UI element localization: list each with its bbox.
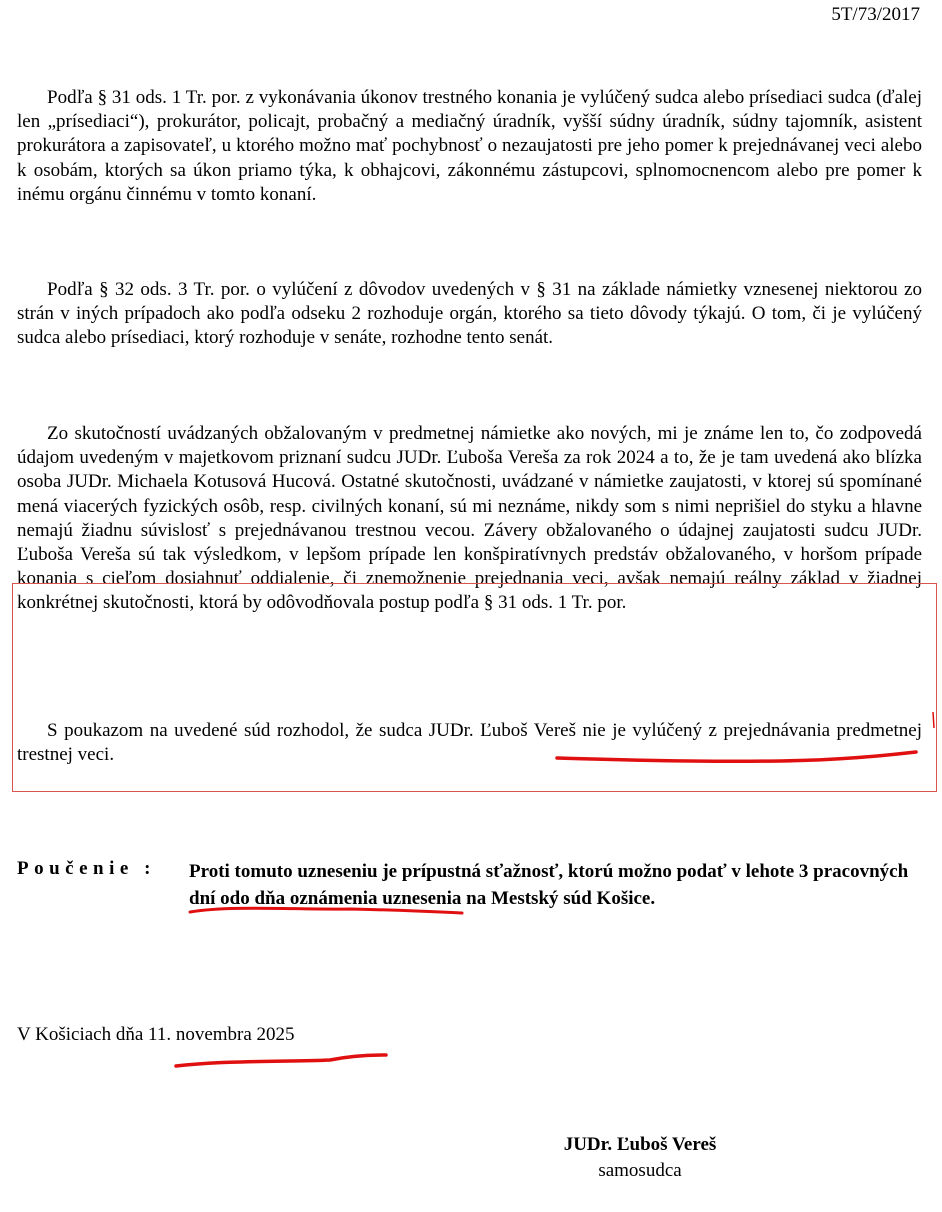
signature-name: JUDr. Ľuboš Vereš — [563, 1134, 717, 1155]
paragraph-2: Podľa § 32 ods. 3 Tr. por. o vylúčení z dôvodov uvedených v § 31 na základe námietky vznesenej niektorou zo strán v iných prípadoch ako podľa odseku 2 rozhoduje orgán, ktorého sa tieto dôvody týkajú. O tom, či je vylúčený sudca alebo prísediaci, ktorý rozhoduje v senáte, rozhodne tento senát. — [17, 279, 922, 349]
date-line: V Košiciach dňa 11. novembra 2025 — [17, 1024, 295, 1045]
signature-role: samosudca — [598, 1160, 682, 1181]
instruction-text: Proti tomuto uzneseniu je prípustná sťažnosť, ktorú možno podať v lehote 3 pracovných dní odo dňa oznámenia uznesenia na Mestský súd Košice. — [189, 861, 909, 909]
instruction-label: Poučenie : — [17, 858, 156, 879]
paragraph-verdict: S poukazom na uvedené súd rozhodol, že sudca JUDr. Ľuboš Vereš nie je vylúčený z prejednávania predmetnej trestnej veci. — [17, 720, 922, 766]
paragraph-1: Podľa § 31 ods. 1 Tr. por. z vykonávania úkonov trestného konania je vylúčený sudca alebo prísediaci sudca (ďalej len „prísediaci“), prokurátor, policajt, probačný a mediačný úradník, vyšší súdny úradník, súdny tajomník, asistent prokurátora a zapisovateľ, u ktorého možno mať pochybnosť o nezaujatosti pre jeho pomer k prejednávanej veci alebo k osobám, ktorých sa úkon priamo týka, k obhajcovi, zákonnému zástupcovi, splnomocnencom alebo pre pomer k inému orgánu činnému v tomto konaní. — [17, 87, 922, 205]
case-number: 5T/73/2017 — [831, 4, 920, 25]
underline-date-annotation — [176, 1055, 386, 1066]
highlight-box-annotation — [12, 583, 937, 792]
paragraph-3: Zo skutočností uvádzaných obžalovaným v predmetnej námietke ako nových, mi je známe len to, čo zodpovedá údajom uvedeným v majetkovom priznaní sudcu JUDr. Ľuboša Vereša za rok 2024 a to, že je tam uvedená ako blízka osoba JUDr. Michaela Kotusová Hucová. Ostatné skutočnosti, uvádzané v námietke zaujatosti, v ktorej sú spomínané mená viacerých fyzických osôb, resp. civilných konaní, sú mi neznáme, nikdy som s nimi neprišiel do styku a hlavne nemajú žiadnu súvislosť s prejednávanou trestnou vecou. Závery obžalovaného o údajnej zaujatosti sudcu JUDr. Ľuboša Vereša sú tak výsledkom, v lepšom prípade len konšpiratívnych predstáv obžalovaného, v horšom prípade konania s cieľom dosiahnuť oddialenie, či znemožnenie prejednania veci, avšak nemajú reálny základ v žiadnej konkrétnej skutočnosti, ktorá by odôvodňovala postup podľa § 31 ods. 1 Tr. por. — [17, 423, 922, 614]
